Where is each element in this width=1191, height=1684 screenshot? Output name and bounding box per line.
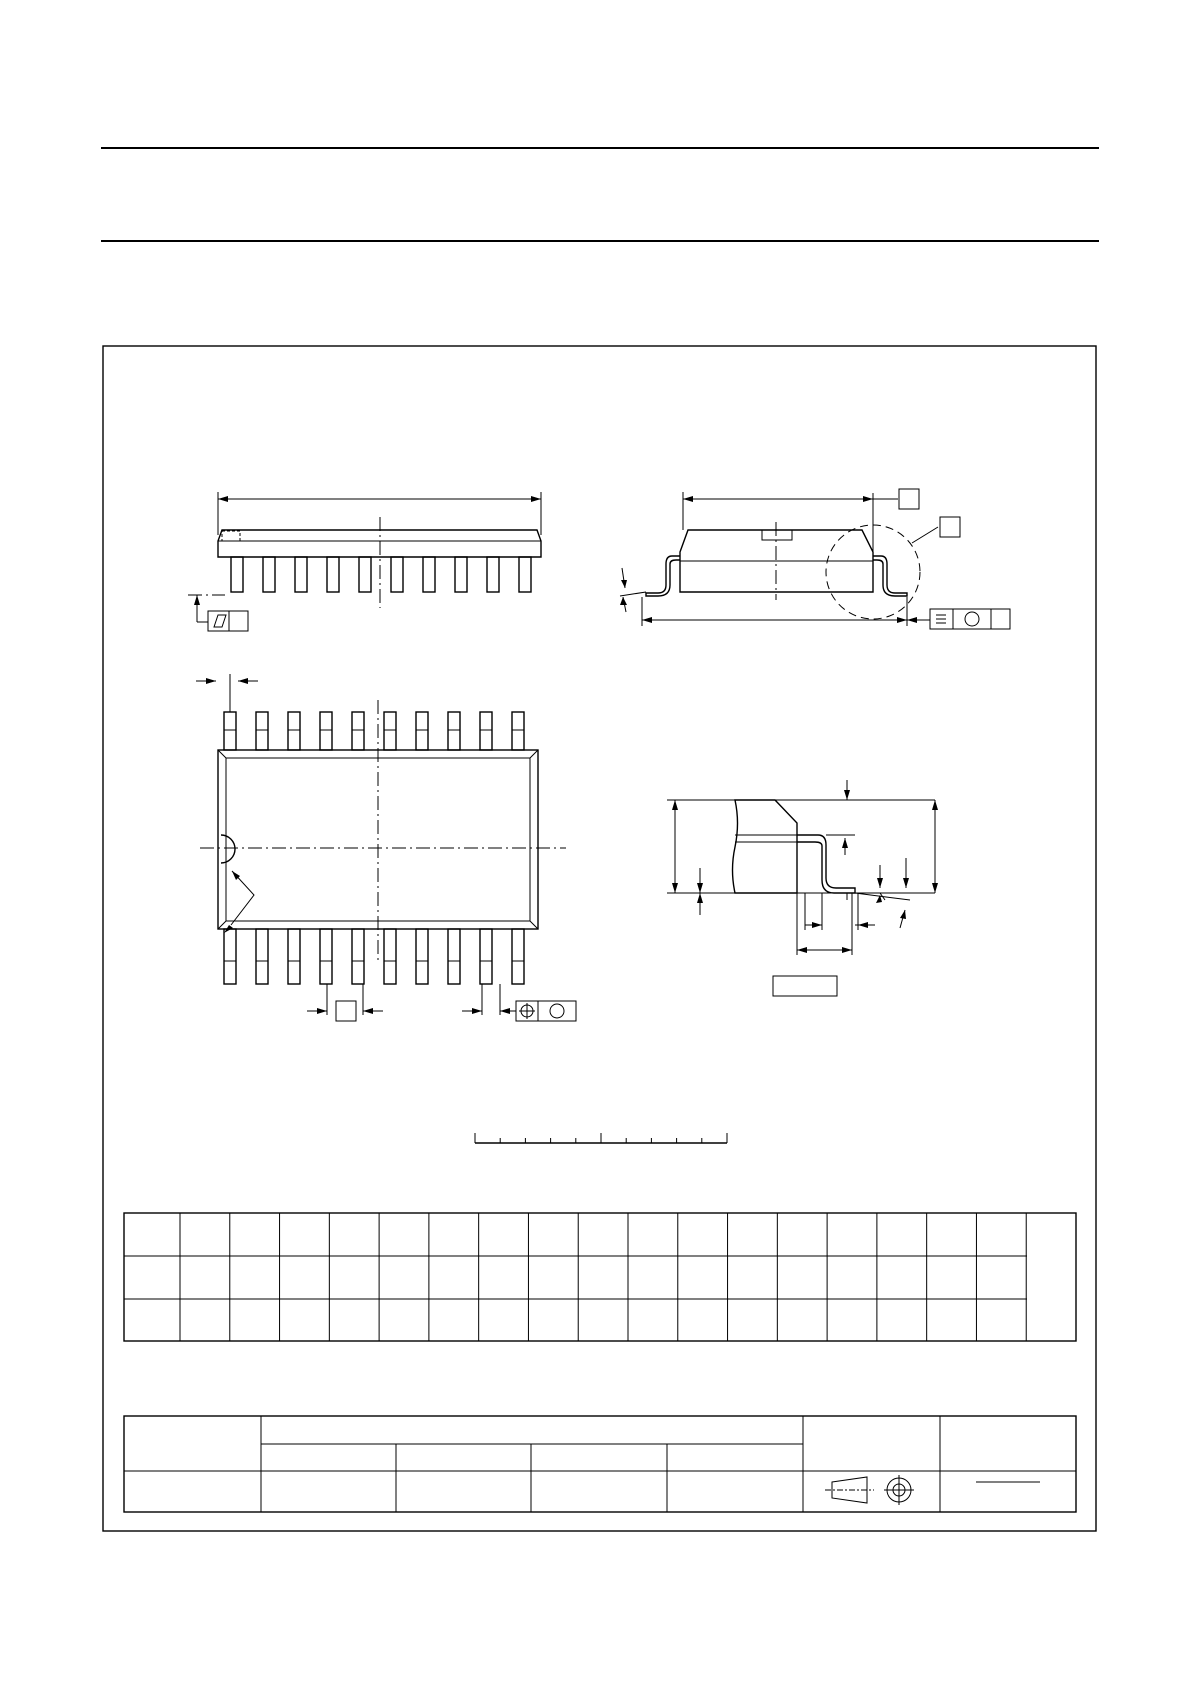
top-pin <box>352 712 364 750</box>
datum-box-a <box>899 489 919 509</box>
side-pin <box>423 557 435 592</box>
bottom-pin <box>288 929 300 984</box>
end-view <box>620 489 1010 629</box>
top-pin <box>512 712 524 750</box>
dimension-table <box>124 1213 1076 1341</box>
side-pin <box>487 557 499 592</box>
side-pin <box>295 557 307 592</box>
top-pin <box>480 712 492 750</box>
side-pin <box>391 557 403 592</box>
bottom-pin <box>448 929 460 984</box>
bottom-pin <box>384 929 396 984</box>
bottom-pin <box>416 929 428 984</box>
detail-x-label-box <box>940 517 960 537</box>
outline-table <box>124 1416 1076 1512</box>
top-pin <box>224 712 236 750</box>
bottom-pin <box>480 929 492 984</box>
detail-x-title-box <box>773 976 837 996</box>
flatness-tolerance-icon <box>214 615 226 627</box>
top-pin <box>448 712 460 750</box>
bottom-pin <box>512 929 524 984</box>
side-pin <box>327 557 339 592</box>
top-pin <box>256 712 268 750</box>
side-pin <box>231 557 243 592</box>
pitch-label-box <box>336 1001 356 1021</box>
scale-bar <box>475 1133 727 1143</box>
side-pin <box>359 557 371 592</box>
top-pin <box>288 712 300 750</box>
pin-1-notch <box>221 835 235 863</box>
bottom-pin <box>320 929 332 984</box>
bottom-pin <box>352 929 364 984</box>
side-pin <box>519 557 531 592</box>
side-view <box>188 492 541 631</box>
third-angle-projection-icon <box>825 1475 914 1505</box>
side-pin <box>455 557 467 592</box>
bottom-pin <box>224 929 236 984</box>
top-view <box>196 674 576 1021</box>
top-pin <box>320 712 332 750</box>
side-view-pins <box>231 557 531 592</box>
bottom-pin <box>256 929 268 984</box>
drawing-frame <box>103 346 1096 1531</box>
top-pin <box>384 712 396 750</box>
side-pin <box>263 557 275 592</box>
detail-x <box>667 780 938 996</box>
top-pin <box>416 712 428 750</box>
